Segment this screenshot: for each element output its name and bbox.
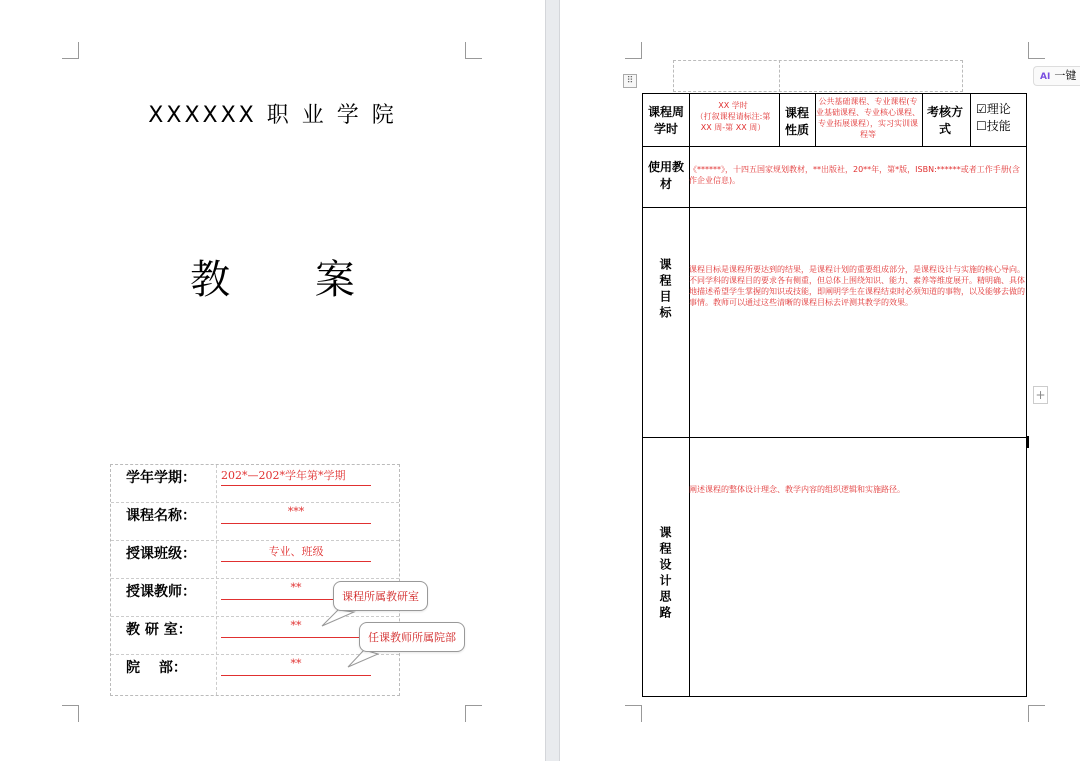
textbook-label: 使用教材: [648, 160, 685, 191]
comment-callout-department[interactable]: 课程所属教研室: [333, 581, 428, 611]
header-placeholder-divider: [779, 60, 780, 92]
table-move-handle[interactable]: ⠿: [623, 74, 637, 88]
hours-label: 课程周学时: [647, 105, 684, 136]
info-value[interactable]: **: [221, 581, 371, 600]
info-label: 授课教师：: [126, 584, 196, 600]
info-label: 教 研 室：: [126, 622, 192, 638]
info-label: 课程名称：: [126, 508, 196, 524]
course-page: [560, 0, 1080, 761]
info-value[interactable]: 专业、班级: [221, 543, 371, 562]
ai-icon: AI: [1040, 72, 1051, 82]
info-label: 授课班级：: [126, 546, 196, 562]
header-placeholder-box: [673, 60, 963, 92]
info-value[interactable]: **: [221, 619, 371, 638]
page-gutter: [545, 0, 560, 761]
document-title: 教 案: [190, 257, 391, 303]
design-label: 课程设计思路: [658, 526, 672, 622]
text-cursor: [1027, 436, 1029, 448]
add-row-button[interactable]: +: [1033, 386, 1048, 404]
info-value[interactable]: 202*—202*学年第*学期: [221, 467, 371, 486]
school-name: XXXXXX 职 业 学 院: [148, 103, 397, 128]
hours-value[interactable]: XX 学时 （打叙课程请标注:第 XX 周-第 XX 周）: [695, 101, 771, 132]
goal-value[interactable]: 课程目标是课程所要达到的结果，是课程计划的重要组成部分，是课程设计与实施的核心导向。不同学科的课程目的要求各有侧重，但总体上围绕知识、能力、素养等维度展开。精明确、具体地描述希望学生掌握的知识或技能，即阐明学生在课程结束时必须知道的事物，以及能够去做的事情。教师可以通过这些清晰的课程目标去评测其教学的效果。: [689, 265, 1025, 307]
info-label: 学年学期：: [126, 470, 196, 486]
design-value[interactable]: 阐述课程的整体设计理念、教学内容的组织逻辑和实施路径。: [689, 485, 905, 494]
ai-assistant-button[interactable]: [1033, 66, 1080, 86]
textbook-value[interactable]: 《******》，十四五国家规划教材，**出版社，20**年，第*版，ISBN:******或者工作手册(含作企业信息)。: [689, 165, 1020, 185]
crop-mark: [625, 705, 642, 722]
assess-label: 考核方式: [926, 105, 963, 136]
info-value[interactable]: **: [221, 657, 371, 676]
nature-value[interactable]: 公共基础课程、专业课程(专业基础课程、专业核心课程、专业拓展课程），实习实训课程等: [816, 97, 920, 139]
crop-mark: [625, 42, 642, 59]
crop-mark: [1028, 705, 1045, 722]
goal-label: 课程目标: [658, 258, 672, 322]
assess-option-skill[interactable]: ☐技能: [976, 119, 1011, 133]
assess-option-theory[interactable]: ☑理论: [976, 102, 1011, 116]
comment-callout-school[interactable]: 任课教师所属院部: [359, 622, 465, 652]
info-label: 院 部：: [126, 660, 187, 676]
crop-mark: [1028, 42, 1045, 59]
nature-label: 课程性质: [784, 106, 809, 137]
info-value[interactable]: ***: [221, 505, 371, 524]
ai-button-label: 一键: [1054, 69, 1077, 82]
